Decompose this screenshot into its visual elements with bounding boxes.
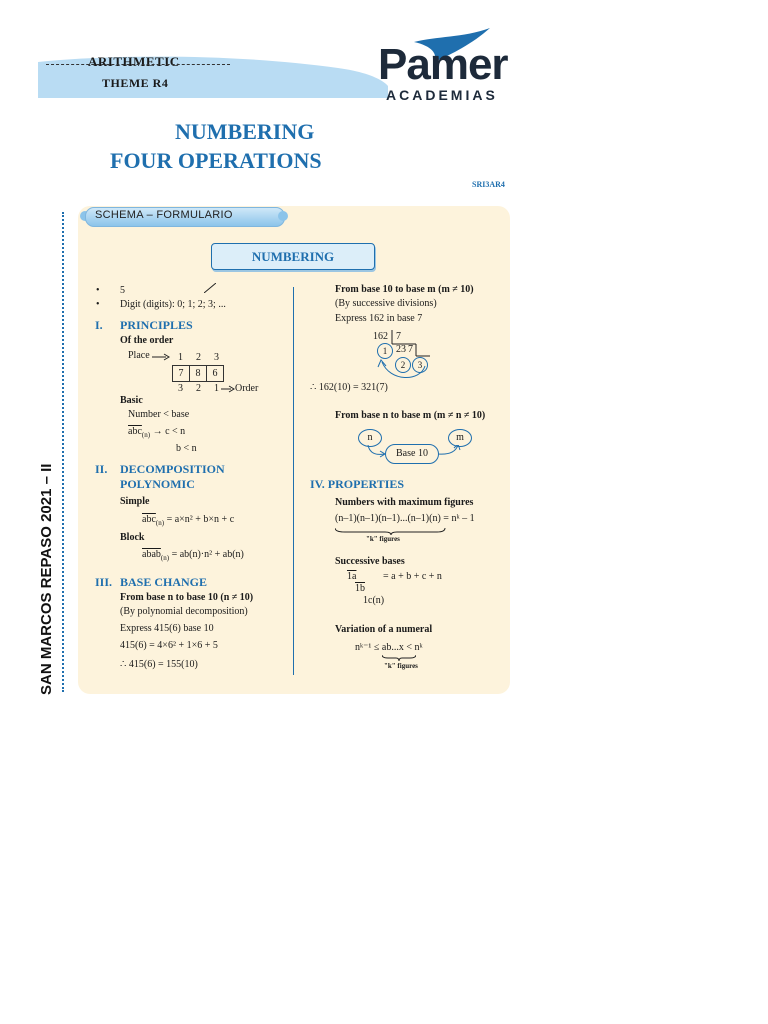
side-dotted-rule <box>62 212 64 692</box>
place-value: 1 <box>178 352 183 363</box>
section3-line2: Express 415(6) base 10 <box>120 623 214 634</box>
division-divisor2: 7 <box>408 344 413 355</box>
order-value: 1 <box>214 383 219 394</box>
column-divider <box>293 287 294 675</box>
conversion-arrows <box>362 445 468 459</box>
base-n-node: n <box>358 429 382 447</box>
basic-label: Basic <box>120 395 143 406</box>
simple-formula: $\overline{abc}_{(n)} = a\times n^2 + b\times n + c$ <box>142 514 235 527</box>
document-code: SRI3AR4 <box>472 180 505 189</box>
prop1-underlabel: "k" figures <box>366 535 400 543</box>
section3-line1: (By polynomial decomposition) <box>120 606 248 617</box>
side-vertical-title: SAN MARCOS REPASO 2021 – II <box>38 463 55 695</box>
simple-label: Simple <box>120 496 150 507</box>
block-formula: abab$_{(n)}$ = ab(n)·n² + ab(n) <box>142 549 244 562</box>
digit-cell: 7 <box>172 365 190 382</box>
basic-line1: Number < base <box>128 409 190 420</box>
theme-label: THEME R4 <box>102 76 169 90</box>
remainder-circle: 1 <box>377 343 393 359</box>
bullet-icon: • <box>96 285 100 296</box>
section3-number: III. <box>95 575 113 589</box>
digit-table <box>172 365 224 382</box>
r1-line2: Express 162 in base 7 <box>335 313 423 324</box>
base-10-node: Base 10 <box>385 444 439 464</box>
section3-result: ∴ 415(6) = 155(10) <box>120 659 198 670</box>
logo-wordmark: Pamer <box>378 40 508 89</box>
slash-mark <box>204 283 216 293</box>
base-m-node: m <box>448 429 472 447</box>
logo-subtitle: ACADEMIAS <box>386 87 498 103</box>
basic-line2: $\overline{abc}_{(n)} \to c < n$ <box>128 426 186 439</box>
section2-title-line1: DECOMPOSITION <box>120 462 225 476</box>
bullet-icon: • <box>96 299 100 310</box>
header-dashed-rule <box>46 64 230 65</box>
underbrace <box>335 527 447 535</box>
underbrace <box>382 655 416 661</box>
section1-number: I. <box>95 318 103 332</box>
prop1-formula: (n–1)(n–1)(n–1)...(n–1)(n) = nᵏ – 1 <box>335 513 475 524</box>
section1-subtitle: Of the order <box>120 335 174 346</box>
curved-arrow-icon <box>370 358 440 384</box>
pill-cap-right <box>278 211 288 221</box>
prop2-c: 1c(n) <box>363 595 385 606</box>
order-value: 2 <box>196 383 201 394</box>
remainder-circle: 2 <box>395 357 411 373</box>
place-value: 3 <box>214 352 219 363</box>
section4-title: IV. PROPERTIES <box>310 477 405 491</box>
r1-line1: (By successive divisions) <box>335 298 437 309</box>
prop1-title: Numbers with maximum figures <box>335 497 474 508</box>
place-label: Place <box>128 350 150 361</box>
block-label: Block <box>120 532 145 543</box>
remainder-circle: 3 <box>412 357 428 373</box>
basic-line3: b < n <box>176 443 197 454</box>
bullet1-text: 5 <box>120 285 125 296</box>
place-value: 2 <box>196 352 201 363</box>
digit-cell: 8 <box>190 365 207 382</box>
arrow-right-icon <box>221 385 235 393</box>
digit-cell: 6 <box>207 365 224 382</box>
division-divisor: 7 <box>396 331 401 342</box>
section3-line3: 415(6) = 4×6² + 1×6 + 5 <box>120 640 218 651</box>
section1-title: PRINCIPLES <box>120 318 193 332</box>
division-quotient: 23 <box>396 344 406 355</box>
r1-title: From base 10 to base m (m ≠ 10) <box>335 284 474 295</box>
bullet2-text: Digit (digits): 0; 1; 2; 3; ... <box>120 299 226 310</box>
r2-title: From base n to base m (m ≠ n ≠ 10) <box>335 410 486 421</box>
section2-title-line2: POLYNOMIC <box>120 477 195 491</box>
prop2-a: 1a <box>347 571 357 582</box>
section2-number: II. <box>95 462 108 476</box>
prop3-formula: nᵏ⁻¹ ≤ ab...x < nᵏ <box>355 642 423 653</box>
prop2-b: 1b <box>355 583 365 594</box>
schema-pill-label: SCHEMA – FORMULARIO <box>95 209 233 221</box>
order-label: Order <box>235 383 259 394</box>
prop2-title: Successive bases <box>335 556 405 567</box>
prop3-underlabel: "k" figures <box>384 662 418 670</box>
r1-result: ∴ 162(10) = 321(7) <box>310 382 388 393</box>
prop2-formula: = a + b + c + n <box>383 571 442 582</box>
section3-subtitle: From base n to base 10 (n ≠ 10) <box>120 592 254 603</box>
section-numbering-box: NUMBERING <box>211 243 375 270</box>
prop3-title: Variation of a numeral <box>335 624 433 635</box>
subject-label: ARITHMETIC <box>88 54 180 69</box>
division-dividend: 162 <box>373 331 388 342</box>
order-value: 3 <box>178 383 183 394</box>
page-title-line2: FOUR OPERATIONS <box>110 148 322 173</box>
page-title-line1: NUMBERING <box>175 119 315 144</box>
arrow-right-icon <box>152 353 170 361</box>
section3-title: BASE CHANGE <box>120 575 208 589</box>
